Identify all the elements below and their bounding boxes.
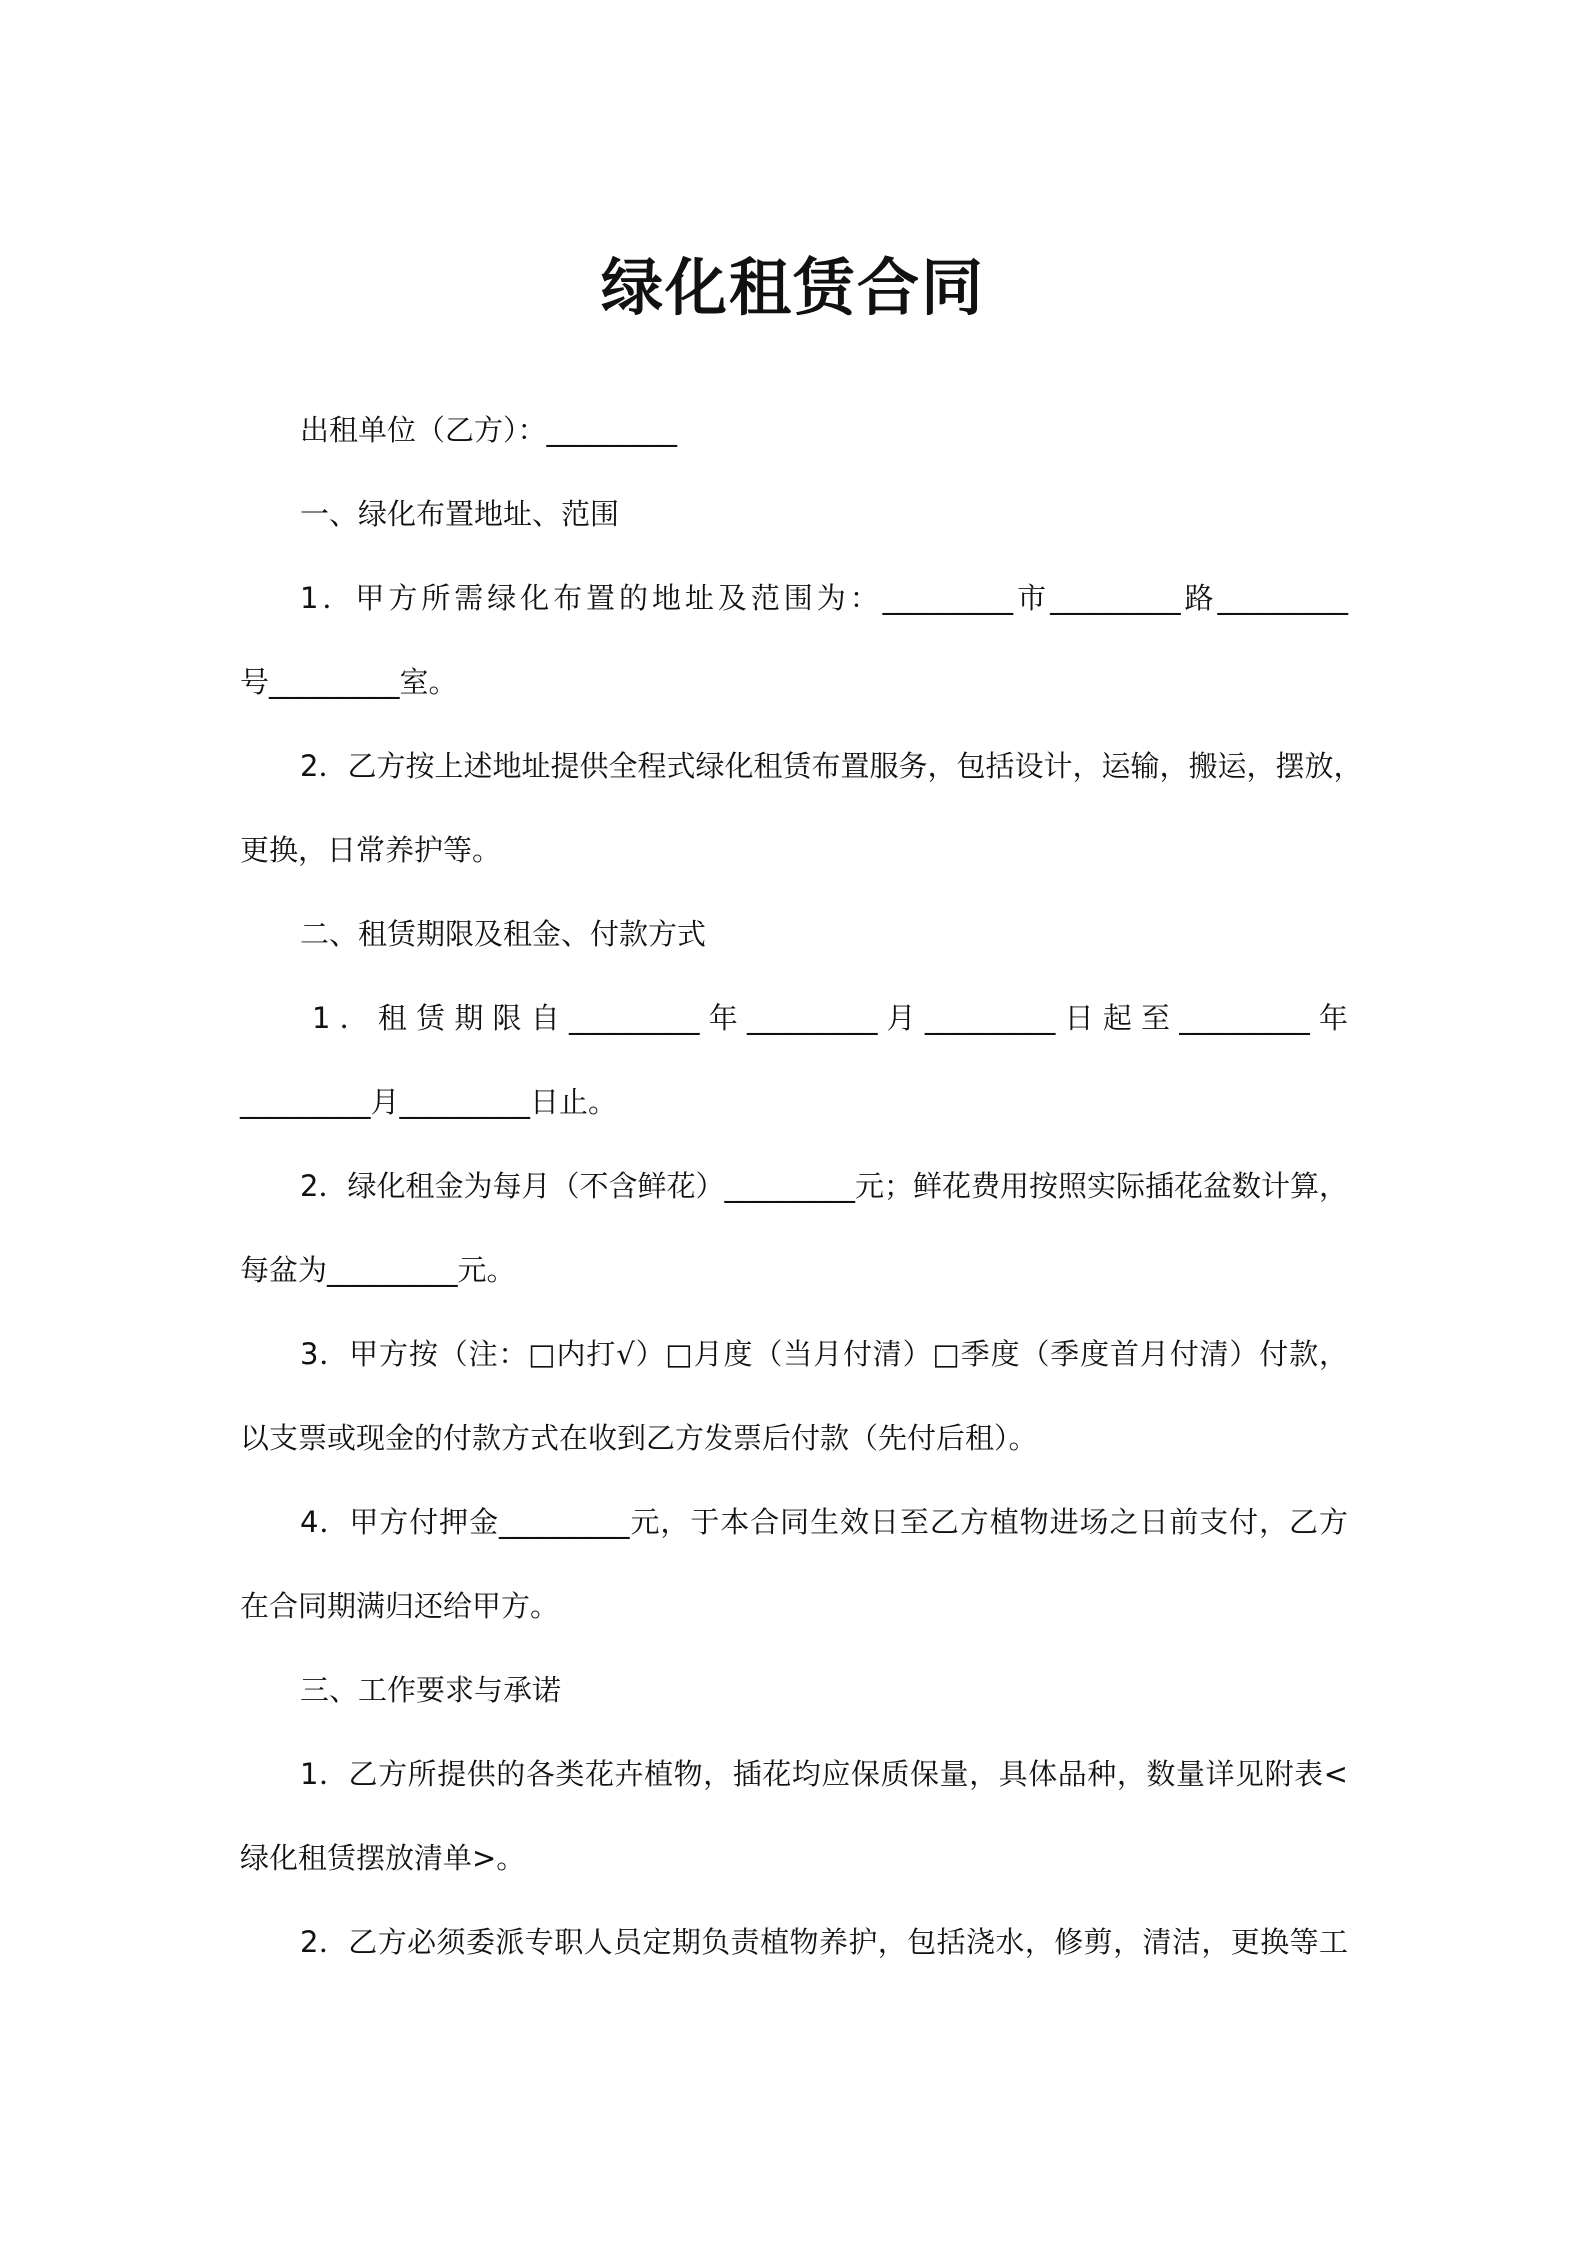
clause-2-1-line-2: _________月_________日止。 xyxy=(240,1085,618,1119)
section-heading-3: 三、工作要求与承诺 xyxy=(300,1673,562,1707)
lessor-line: 出租单位（乙方）：_________ xyxy=(300,413,678,447)
clause-2-2-line-2: 每盆为_________元。 xyxy=(240,1253,516,1287)
clause-1-1-line-2: 号_________室。 xyxy=(240,665,458,699)
clause-1-2-line-2: 更换，日常养护等。 xyxy=(240,833,502,867)
clause-1-2-line-1: 2．乙方按上述地址提供全程式绿化租赁布置服务，包括设计，运输，搬运，摆放， xyxy=(300,749,1363,783)
clause-3-1-line-1: 1．乙方所提供的各类花卉植物，插花均应保质保量，具体品种，数量详见附表< xyxy=(300,1757,1348,1791)
clause-2-1-line-1: 1．租赁期限自_________年_________月_________日起至_________年 xyxy=(312,1001,1348,1035)
clause-2-2-line-1: 2．绿化租金为每月（不含鲜花）_________元；鲜花费用按照实际插花盆数计算， xyxy=(300,1169,1348,1203)
clause-2-3-line-2: 以支票或现金的付款方式在收到乙方发票后付款（先付后租）。 xyxy=(240,1421,1038,1455)
clause-1-1-line-1: 1．甲方所需绿化布置的地址及范围为：_________市_________路_________ xyxy=(300,581,1348,615)
clause-2-4-line-1: 4．甲方付押金_________元，于本合同生效日至乙方植物进场之日前支付，乙方 xyxy=(300,1505,1348,1539)
clause-3-1-line-2: 绿化租赁摆放清单>。 xyxy=(240,1841,526,1875)
clause-2-3-line-1: 3．甲方按（注：□内打√）□月度（当月付清）□季度（季度首月付清）付款， xyxy=(300,1337,1348,1371)
section-heading-2: 二、租赁期限及租金、付款方式 xyxy=(300,917,707,951)
document-title: 绿化租赁合同 xyxy=(600,251,985,324)
clause-3-2-line-1: 2．乙方必须委派专职人员定期负责植物养护，包括浇水，修剪，清洁，更换等工 xyxy=(300,1925,1348,1959)
clause-2-4-line-2: 在合同期满归还给甲方。 xyxy=(240,1589,560,1623)
section-heading-1: 一、绿化布置地址、范围 xyxy=(300,497,620,531)
